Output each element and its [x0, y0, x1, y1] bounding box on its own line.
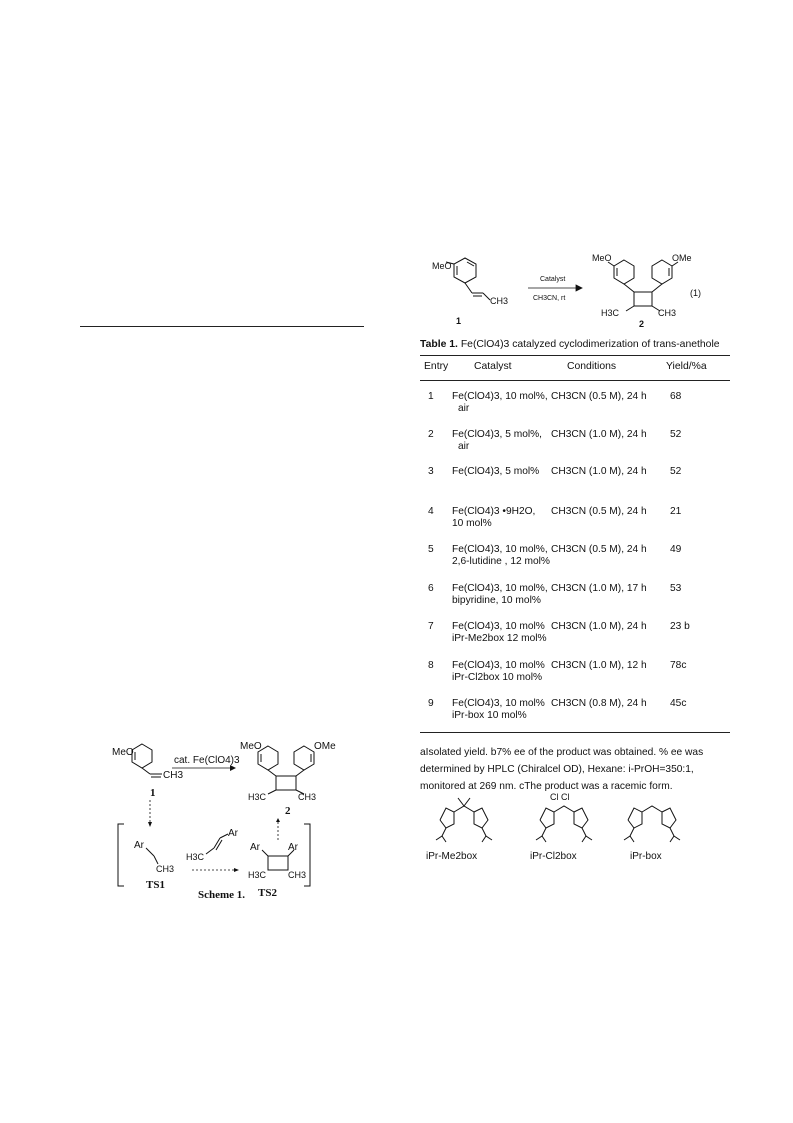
yield-cell: 52 — [670, 466, 682, 477]
scheme-compound-1 — [132, 744, 162, 777]
catalyst-line-1: Fe(ClO4)3, 5 mol%, — [452, 429, 543, 440]
scheme-product-meo-label: MeO — [240, 741, 262, 752]
eq1-catalyst-label: Catalyst — [540, 276, 566, 283]
eq1-ch3-label: CH3 — [490, 296, 509, 306]
table-top-rule — [420, 355, 730, 356]
reaction-arrow — [528, 285, 582, 291]
catalyst-line-1: Fe(ClO4)3, 10 mol%, — [452, 391, 548, 402]
table-1-caption — [420, 339, 720, 350]
scheme-compound-2 — [258, 746, 314, 794]
ligands-figure — [420, 790, 740, 870]
ts1-ch3-label: CH3 — [156, 864, 175, 874]
ts2-ar-left-label: Ar — [250, 842, 260, 853]
catalyst-line-1: Fe(ClO4)3 •9H2O, — [452, 506, 536, 517]
yield-cell: 68 — [670, 391, 682, 402]
yield-cell: 52 — [670, 429, 682, 440]
catalyst-line-2: iPr-box 10 mol% — [452, 710, 527, 721]
table-header-rule — [420, 380, 730, 381]
catalyst-line-1: Fe(ClO4)3, 5 mol% — [452, 466, 540, 477]
scheme-product-ome-label: OMe — [314, 741, 336, 752]
catalyst-line-1: Fe(ClO4)3, 10 mol% — [452, 698, 545, 709]
equation-1-figure — [420, 248, 740, 330]
yield-cell: 45c — [670, 698, 687, 709]
scheme-product-h3c-label: H3C — [248, 792, 267, 802]
conditions-cell: CH3CN (1.0 M), 24 h — [551, 466, 647, 477]
ts2-label: TS2 — [258, 887, 277, 899]
scheme-1-title: Scheme 1. — [198, 889, 246, 900]
entry-number: 7 — [428, 621, 434, 632]
eq1-product-ch3-label: CH3 — [658, 308, 677, 318]
yield-cell: 49 — [670, 544, 682, 555]
header-catalyst: Catalyst — [474, 361, 512, 372]
entry-number: 1 — [428, 391, 434, 402]
conditions-cell: CH3CN (0.5 M), 24 h — [551, 506, 647, 517]
catalyst-line-2: air — [458, 441, 470, 452]
catalyst-line-2: 10 mol% — [452, 518, 492, 529]
ts2-ar-right-label: Ar — [288, 842, 298, 853]
scheme-meo-label: MeO — [112, 747, 134, 758]
scheme-product-ch3-label: CH3 — [298, 792, 317, 802]
mechanism-dashed-arrows — [150, 800, 278, 870]
ts2-h3c-label: H3C — [248, 870, 267, 880]
catalyst-line-1: Fe(ClO4)3, 10 mol%, — [452, 544, 548, 555]
eq1-product-meo-label: MeO — [592, 253, 612, 263]
catalyst-line-2: iPr-Cl2box 10 mol% — [452, 672, 543, 683]
conditions-cell: CH3CN (1.0 M), 24 h — [551, 621, 647, 632]
header-yield: Yield/%a — [666, 361, 707, 372]
ts2-ch3-label: CH3 — [288, 870, 307, 880]
compound-1-structure — [446, 258, 490, 300]
ligand-name-3: iPr-box — [630, 851, 662, 862]
table-footnotes: aIsolated yield. b7% ee of the product was obtained. % ee was determined by HPLC (Chiralcel OD), Hexane: i-PrOH=350:1, monitored at 269 nm. cThe product was a racemic form. — [420, 747, 704, 792]
conditions-cell: CH3CN (0.8 M), 24 h — [551, 698, 647, 709]
table-1-caption-text: Fe(ClO4)3 catalyzed cyclodimerization of trans-anethole — [460, 339, 720, 350]
scheme-1-figure — [108, 738, 348, 900]
eq1-number-label: (1) — [690, 288, 701, 298]
catalyst-line-1: Fe(ClO4)3, 10 mol% — [452, 621, 545, 632]
yield-cell: 21 — [670, 506, 682, 517]
conditions-cell: CH3CN (1.0 M), 12 h — [551, 660, 647, 671]
entry-number: 5 — [428, 544, 434, 555]
header-conditions: Conditions — [567, 361, 617, 372]
header-entry: Entry — [424, 361, 449, 372]
ligand-cl-label: Cl Cl — [550, 792, 570, 802]
entry-number: 8 — [428, 660, 434, 671]
table-1-caption-bold: Table 1. — [420, 339, 458, 350]
eq1-compound2-label: 2 — [639, 319, 645, 329]
eq1-meo-label: MeO — [432, 261, 452, 271]
catalyst-line-2: bipyridine, 10 mol% — [452, 595, 541, 606]
eq1-product-h3c-label: H3C — [601, 308, 620, 318]
yield-cell: 23 b — [670, 621, 690, 632]
eq1-conditions-label: CH3CN, rt — [533, 295, 566, 302]
ts1-ar-label: Ar — [134, 840, 144, 851]
eq1-product-ome-label: OMe — [672, 253, 692, 263]
compound-2-structure — [608, 260, 678, 311]
ligand-name-2: iPr-Cl2box — [530, 851, 577, 862]
conditions-cell: CH3CN (0.5 M), 24 h — [551, 544, 647, 555]
ts1-label: TS1 — [146, 879, 165, 891]
yield-cell: 53 — [670, 583, 682, 594]
table-bottom-rule — [420, 732, 730, 733]
catalyst-line-2: iPr-Me2box 12 mol% — [452, 633, 547, 644]
column-divider-rule — [80, 326, 364, 327]
conditions-cell: CH3CN (1.0 M), 24 h — [551, 429, 647, 440]
scheme-ch3-label: CH3 — [163, 770, 184, 781]
transition-state-brackets — [118, 824, 310, 886]
catalyst-line-1: Fe(ClO4)3, 10 mol%, — [452, 583, 548, 594]
catalyst-line-2: 2,6-lutidine , 12 mol% — [452, 556, 550, 567]
yield-cell: 78c — [670, 660, 687, 671]
alkene-h3c-label: H3C — [186, 852, 205, 862]
entry-number: 6 — [428, 583, 434, 594]
scheme-compound1-label: 1 — [150, 787, 156, 799]
scheme-compound2-label: 2 — [285, 805, 291, 817]
entry-number: 2 — [428, 429, 434, 440]
entry-number: 3 — [428, 466, 434, 477]
eq1-compound1-label: 1 — [456, 316, 462, 326]
scheme-reagent-label: cat. Fe(ClO4)3 — [174, 755, 240, 766]
catalyst-line-2: air — [458, 403, 470, 414]
catalyst-line-1: Fe(ClO4)3, 10 mol% — [452, 660, 545, 671]
ligand-name-1: iPr-Me2box — [426, 851, 478, 862]
alkene-ar-label: Ar — [228, 828, 238, 839]
conditions-cell: CH3CN (1.0 M), 17 h — [551, 583, 647, 594]
entry-number: 9 — [428, 698, 434, 709]
conditions-cell: CH3CN (0.5 M), 24 h — [551, 391, 647, 402]
entry-number: 4 — [428, 506, 434, 517]
